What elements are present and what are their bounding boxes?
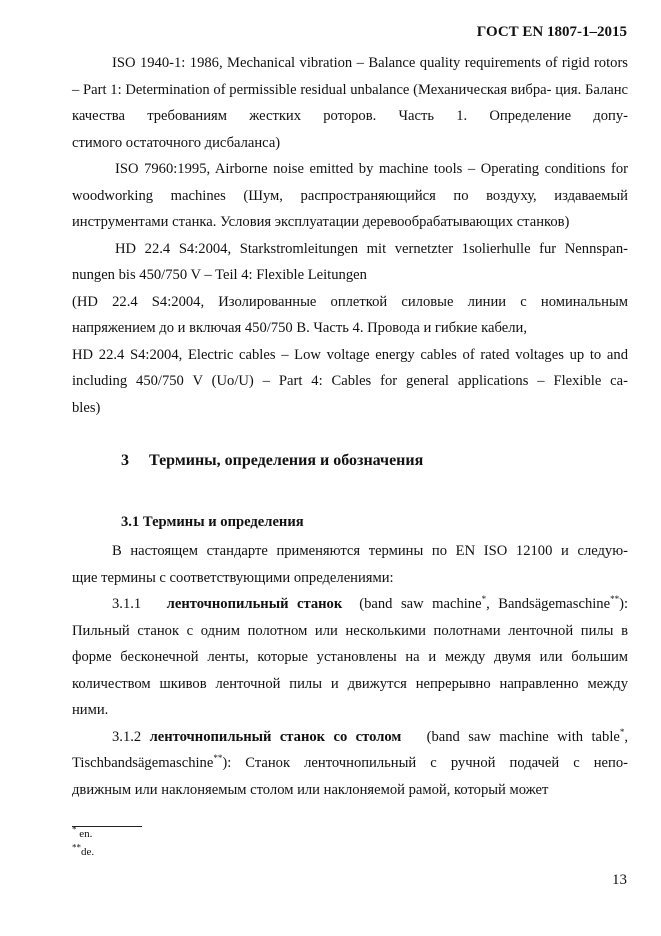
term-3-1-2-definition-end: движным или наклоняемым столом или наклоняемой рамой, который может [72,781,549,798]
reference-iso-1940-end: стимого остаточного дисбаланса) [72,134,281,151]
footnote-en: * en. [72,824,93,840]
term-3-1-2-definition: Tischbandsägemaschine**): Станок ленточнопильный с ручной подачей с непо- [72,753,628,771]
section-heading [121,452,423,470]
terms-block [72,538,628,803]
reference-hd-22-4-de-end: nungen bis 450/750 V – Teil 4: Flexible Leitungen [72,267,367,283]
subsection-heading: 3.1 Термины и определения [121,514,304,530]
term-3-1-2: 3.1.2 ленточнопильный станок со столом (band saw machine with table*, [112,726,629,745]
reference-iso-7960-end: инструментами станка. Условия эксплуатации деревообрабатывающих станков) [72,214,570,230]
reference-hd-22-4-en-end: bles) [72,399,101,416]
section-title: Термины, определения и обозначения [149,452,424,469]
reference-hd-22-4-de: HD 22.4 S4:2004, Starkstromleitungen mit vernetzter 1solierhulle fur Nennspan- [115,240,628,257]
term-3-1-1-definition-end: ними. [72,702,109,718]
footnote-de: **de. [72,842,95,858]
reference-hd-22-4-ru: (HD 22.4 S4:2004, Изолированные оплеткой силовые линии с номинальным [72,293,628,310]
document-header: ГОСТ EN 1807-1–2015 [476,24,627,40]
reference-iso-1940: ISO 1940-1: 1986, Mechanical vibration – Balance quality requirements of rigid rotors – Part 1: Determination of permissible residual unbalance (Механическая вибра- ция. Баланс качества требованиям жестких роторов. Часть 1. Определение допу- [72,55,628,124]
reference-iso-7960: ISO 7960:1995, Airborne noise emitted by machine tools – Operating conditions for woodworking machines (Шум, распространяющийся по воздуху, издаваемый [72,161,629,204]
footnote-divider [72,826,142,827]
references-block [72,50,628,421]
term-name: ленточнопильный станок [166,596,343,612]
term-3-1-1: 3.1.1 ленточнопильный станок (band saw machine*, Bandsägemaschine**): [112,594,628,612]
intro-paragraph-end: щие термины с соответствующими определениями: [72,569,394,586]
section-number: 3 [121,452,129,469]
intro-paragraph: В настоящем стандарте применяются термины по EN ISO 12100 и следую- [112,543,628,559]
reference-hd-22-4-en: HD 22.4 S4:2004, Electric cables – Low voltage energy cables of rated voltages up to and including 450/750 V (Uo/U) – Part 4: Cables for general applications – Flexible ca- [72,346,628,389]
term-3-1-1-definition: Пильный станок с одним полотном или несколькими полотнами ленточной пилы в форме бесконечной ленты, которые установлены на и между двумя или большим количеством шкивов ленточной пилы и движутся непрерывно направленно между [72,622,628,692]
term-name: ленточнопильный станок со столом [149,728,402,745]
page-number: 13 [612,872,627,888]
reference-hd-22-4-ru-end: напряжением до и включая 450/750 В. Часть 4. Провода и гибкие кабели, [72,320,527,336]
